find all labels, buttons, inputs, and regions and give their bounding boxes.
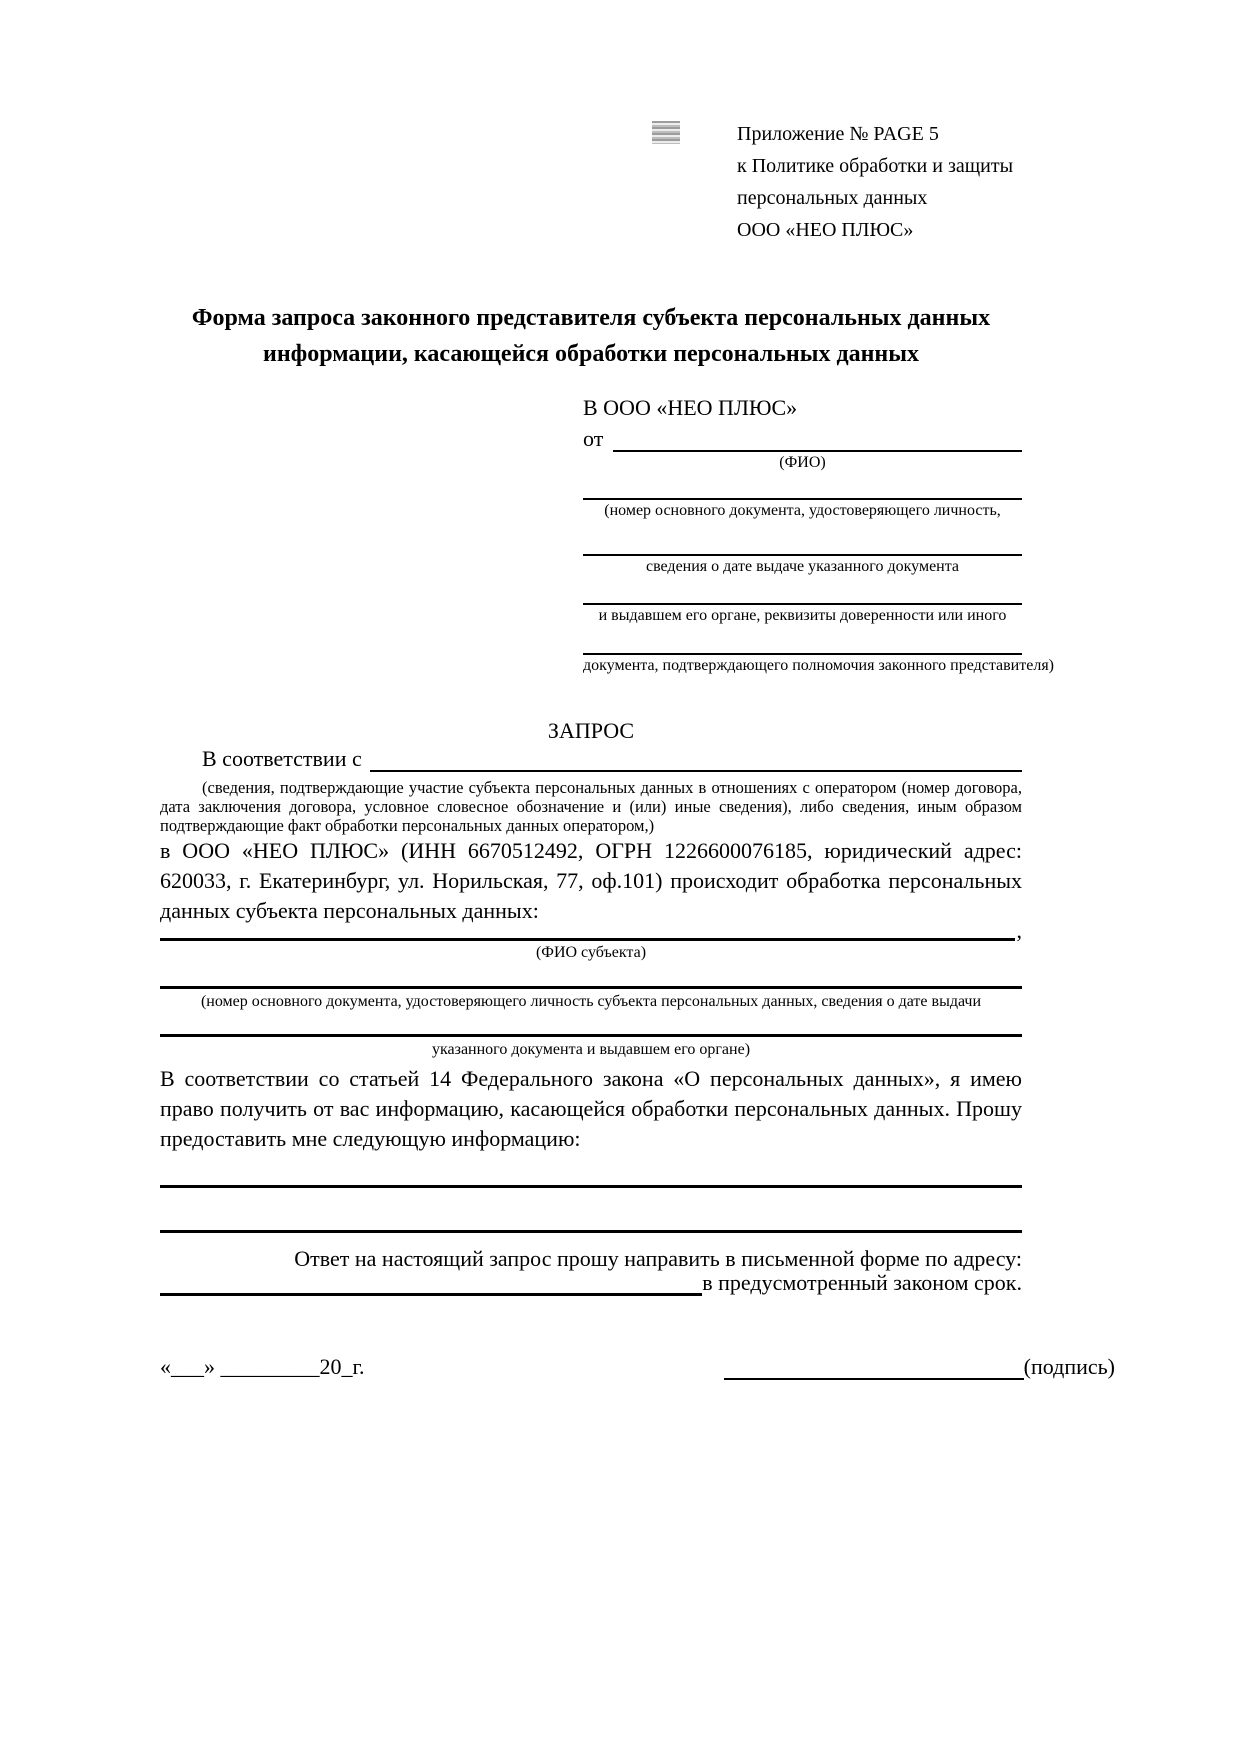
- doc-issue-date-blank-field[interactable]: [583, 522, 1022, 556]
- reply-suffix: в предусмотренный законом срок.: [702, 1270, 1022, 1295]
- document-title: [160, 300, 1022, 372]
- reply-address-row: [160, 1270, 1022, 1296]
- subject-fio-blank-field[interactable]: [160, 915, 1015, 941]
- doc-issuer-caption: и выдавшем его органе, реквизиты доверенности или иного: [598, 607, 1007, 624]
- reply-intro: Ответ на настоящий запрос прошу направить в письменной форме по адресу:: [294, 1246, 1022, 1271]
- appendix-header: [737, 118, 1037, 246]
- doc-number-caption: (номер основного документа, удостоверяющего личность,: [604, 502, 1001, 519]
- from-row: [583, 426, 1022, 452]
- document-title-line2: информации, касающейся обработки персональных данных: [263, 341, 919, 367]
- subject-fio-caption: (ФИО субъекта): [535, 944, 647, 961]
- authority-doc-caption: документа, подтверждающего полномочия законного представителя): [583, 657, 1054, 674]
- doc-issue-date-caption: сведения о дате выдаче указанного документа: [645, 558, 960, 575]
- addressee-block: [583, 395, 1054, 677]
- representative-doc-number-blank-field[interactable]: [583, 474, 1022, 500]
- from-label: от: [583, 426, 604, 451]
- request-heading: ЗАПРОС: [547, 718, 635, 743]
- representative-fio-blank-field[interactable]: [613, 430, 1022, 452]
- fio-caption: (ФИО): [779, 454, 826, 471]
- operator-paragraph: в ООО «НЕО ПЛЮС» (ИНН 6670512492, ОГРН 1226600076185, юридический адрес: 620033, г. Екатеринбург, ул. Норильская, 77, оф.101) происходит обработка персональных данных субъекта персональных данных:: [160, 838, 1022, 923]
- subject-doc-caption-line2: указанного документа и выдавшем его органе): [431, 1041, 751, 1058]
- requested-info-blank-field-2[interactable]: [160, 1230, 1022, 1233]
- law-paragraph: В соответствии со статьей 14 Федерального закона «О персональных данных», я имею право получить от вас информацию, касающейся обработки персональных данных. Прошу предоставить мне следующую информацию:: [160, 1066, 1022, 1151]
- appendix-header-line: Приложение № PAGE 5: [737, 123, 939, 145]
- embedded-image-icon: [652, 121, 680, 144]
- subject-doc-caption-line1: (номер основного документа, удостоверяющего личность субъекта персональных данных, сведения о дате выдачи: [200, 993, 982, 1010]
- signature-group: [724, 1354, 1115, 1380]
- accordance-label: В соответствии с: [202, 746, 362, 771]
- appendix-header-line: ООО «НЕО ПЛЮС»: [737, 219, 914, 241]
- accordance-row: [160, 746, 1022, 772]
- doc-issuer-blank-field[interactable]: [583, 578, 1022, 605]
- requested-info-blank-field-1[interactable]: [160, 1185, 1022, 1188]
- subject-doc-blank-field[interactable]: [160, 986, 1022, 989]
- addressee-to: В ООО «НЕО ПЛЮС»: [583, 395, 798, 420]
- accordance-blank-field[interactable]: [370, 750, 1022, 772]
- trailing-comma: ,: [1016, 918, 1022, 943]
- subject-fio-row: [160, 918, 1022, 941]
- footer-row: [160, 1352, 1115, 1380]
- authority-doc-blank-field[interactable]: [583, 627, 1022, 655]
- accordance-fine-print: (сведения, подтверждающие участие субъекта персональных данных в отношениях с оператором (номер договора, дата заключения договора, условное словесное обозначение и (или) иные сведения), либо сведения, иным образом подтверждающие факт обработки персональных данных оператором,): [160, 778, 1022, 835]
- signature-blank-field[interactable]: [724, 1358, 1024, 1380]
- date-line: «___» _________20_г.: [160, 1354, 365, 1379]
- appendix-header-line: к Политике обработки и защиты: [737, 155, 1014, 177]
- appendix-header-line: персональных данных: [737, 187, 928, 209]
- signature-caption: (подпись): [1023, 1354, 1115, 1379]
- document-title-line1: Форма запроса законного представителя субъекта персональных данных: [191, 305, 991, 331]
- subject-doc-issuer-blank-field[interactable]: [160, 1034, 1022, 1037]
- reply-address-blank-field[interactable]: [160, 1271, 702, 1296]
